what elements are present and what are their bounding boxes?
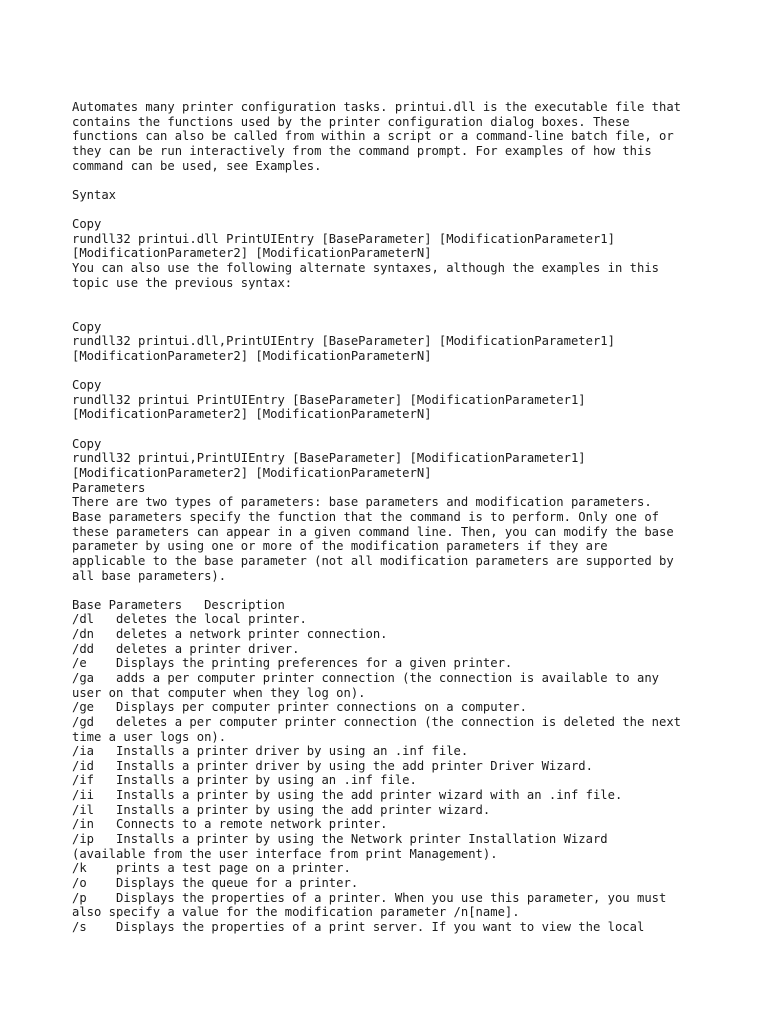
text-line: they can be run interactively from the command prompt. For examples of how this — [72, 143, 652, 158]
text-line: /in Connects to a remote network printer. — [72, 817, 388, 832]
text-line: Base parameters specify the function that the command is to perform. Only one of — [72, 509, 659, 524]
text-line: /ge Displays per computer printer connections on a computer. — [72, 700, 527, 715]
text-line: /p Displays the properties of a printer. When you use this parameter, you must — [72, 890, 667, 905]
text-line: /dd deletes a printer driver. — [72, 641, 300, 656]
text-line: /gd deletes a per computer printer connection (the connection is deleted the next — [72, 714, 682, 729]
text-line: these parameters can appear in a given command line. Then, you can modify the base — [72, 524, 674, 539]
text-line: /id Installs a printer driver by using the add printer Driver Wizard. — [72, 758, 593, 773]
text-line: Automates many printer configuration tasks. printui.dll is the executable file that — [72, 100, 682, 114]
text-line: also specify a value for the modification parameter /n[name]. — [72, 905, 520, 920]
text-line: contains the functions used by the printer configuration dialog boxes. These — [72, 114, 630, 129]
text-line: topic use the previous syntax: — [72, 275, 293, 290]
blank-line — [72, 422, 712, 437]
text-line: You can also use the following alternate syntaxes, although the examples in this — [72, 261, 659, 276]
text-line: /il Installs a printer by using the add printer wizard. — [72, 802, 491, 817]
text-line: /k prints a test page on a printer. — [72, 861, 351, 876]
text-line: /ip Installs a printer by using the Network printer Installation Wizard — [72, 832, 608, 847]
text-line: /if Installs a printer by using an .inf file. — [72, 773, 417, 788]
text-line: parameter by using one or more of the modification parameters if they are — [72, 539, 608, 554]
text-line: Copy — [72, 378, 102, 393]
text-line: functions can also be called from within a script or a command-line batch file, or — [72, 129, 674, 144]
text-line: /ii Installs a printer by using the add printer wizard with an .inf file. — [72, 788, 623, 803]
text-line: [ModificationParameter2] [ModificationParameterN] — [72, 246, 432, 261]
text-line: [ModificationParameter2] [ModificationParameterN] — [72, 348, 432, 363]
text-line: time a user logs on). — [72, 729, 227, 744]
text-line: Syntax — [72, 187, 117, 202]
text-line: [ModificationParameter2] [ModificationParameterN] — [72, 407, 432, 422]
text-line: Copy — [72, 319, 102, 334]
text-line: /o Displays the queue for a printer. — [72, 875, 359, 890]
text-line: rundll32 printui.dll PrintUIEntry [BaseParameter] [ModificationParameter1] — [72, 231, 615, 246]
blank-line — [72, 173, 712, 188]
blank-line — [72, 583, 712, 598]
text-line: command can be used, see Examples. — [72, 158, 322, 173]
text-line: all base parameters). — [72, 568, 227, 583]
text-line: /ia Installs a printer driver by using an .inf file. — [72, 744, 469, 759]
text-line: Copy — [72, 217, 102, 232]
text-line: Copy — [72, 436, 102, 451]
text-line: rundll32 printui.dll,PrintUIEntry [BaseParameter] [ModificationParameter1] — [72, 334, 615, 349]
blank-line — [72, 290, 712, 305]
text-line: /dl deletes the local printer. — [72, 612, 307, 627]
text-line: /ga adds a per computer printer connection (the connection is available to any — [72, 670, 659, 685]
text-line: [ModificationParameter2] [ModificationParameterN] — [72, 466, 432, 481]
text-line: rundll32 printui PrintUIEntry [BaseParameter] [ModificationParameter1] — [72, 392, 586, 407]
text-line: /e Displays the printing preferences for a given printer. — [72, 656, 513, 671]
text-line: There are two types of parameters: base parameters and modification parameters. — [72, 495, 652, 510]
text-line: rundll32 printui,PrintUIEntry [BaseParameter] [ModificationParameter1] — [72, 451, 586, 466]
text-line: Base Parameters Description — [72, 597, 285, 612]
blank-line — [72, 202, 712, 217]
text-line: /s Displays the properties of a print server. If you want to view the local — [72, 919, 645, 934]
text-line: /dn deletes a network printer connection. — [72, 627, 388, 642]
text-line: Parameters — [72, 480, 146, 495]
blank-line — [72, 364, 712, 379]
document-body — [72, 100, 712, 935]
text-line: user on that computer when they log on). — [72, 685, 366, 700]
text-line: (available from the user interface from print Management). — [72, 846, 498, 861]
blank-line — [72, 305, 712, 320]
text-line: applicable to the base parameter (not all modification parameters are supported by — [72, 553, 674, 568]
